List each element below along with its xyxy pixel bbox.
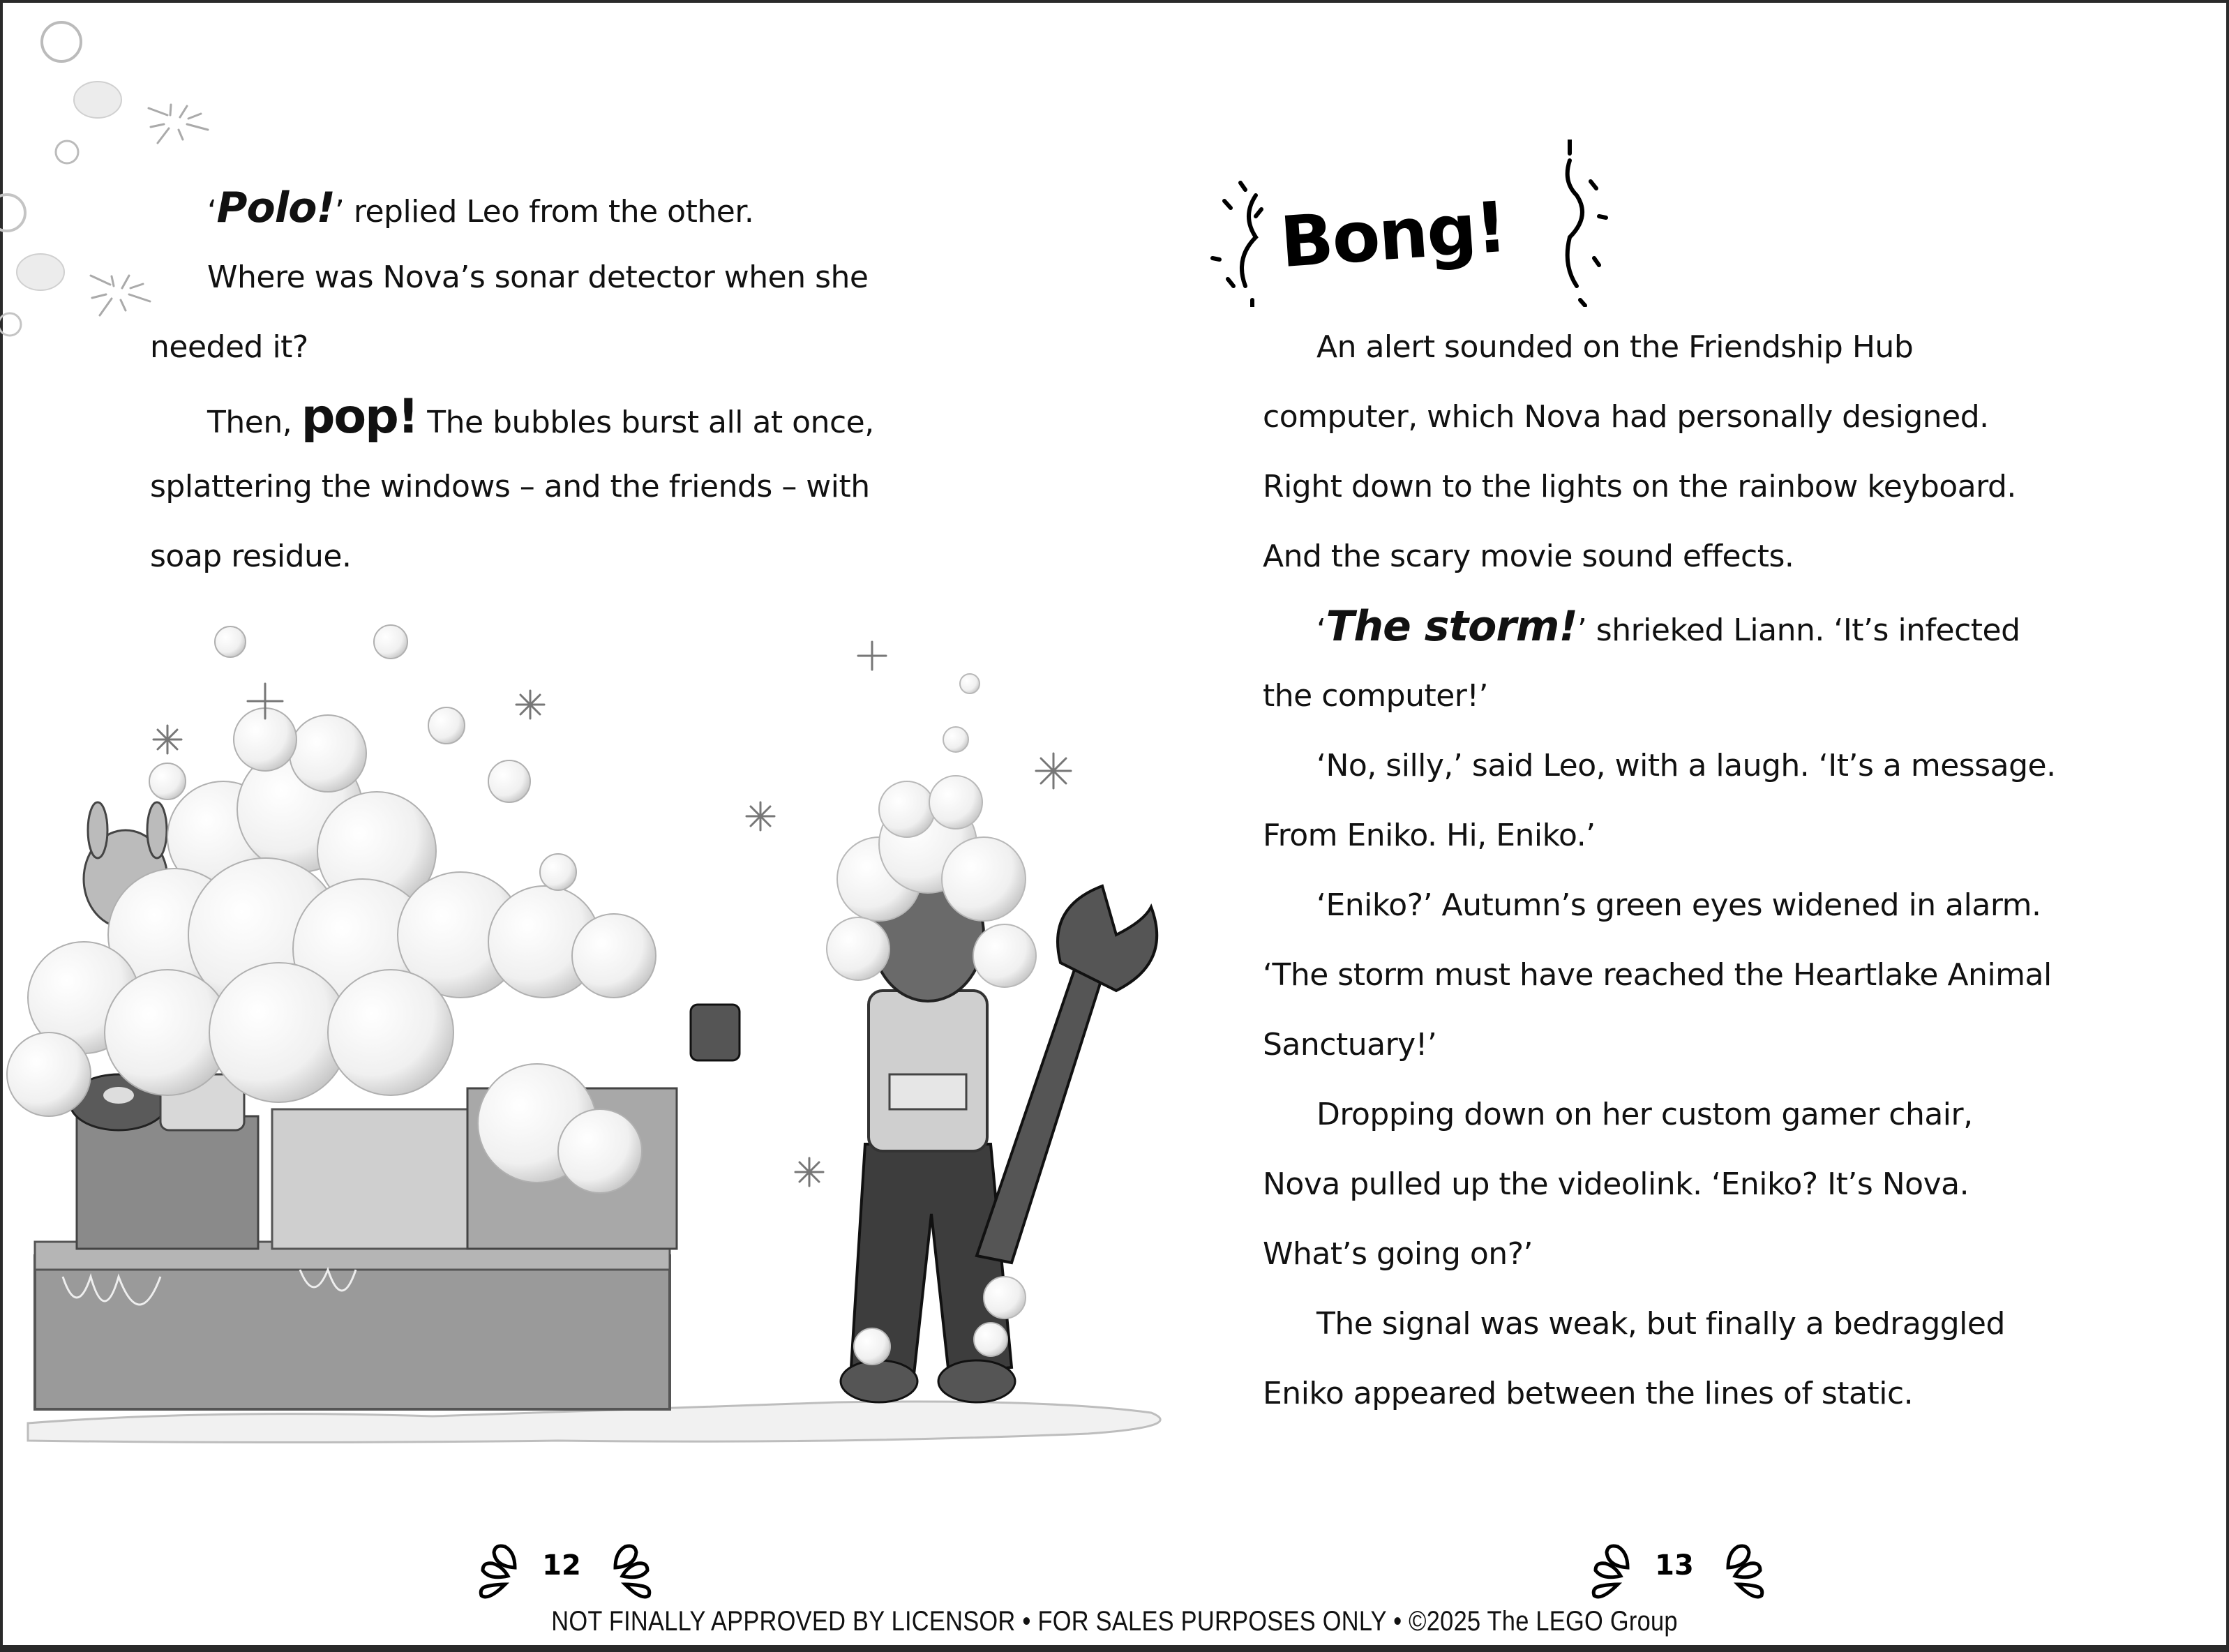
- text-line: Dropping down on her custom gamer chair,: [1316, 1097, 1973, 1132]
- text-line: An alert sounded on the Friendship Hub: [1316, 329, 1914, 365]
- text-line: The signal was weak, but finally a bedraggled: [1316, 1306, 2005, 1342]
- licensor-disclaimer: NOT FINALLY APPROVED BY LICENSOR • FOR SALES PURPOSES ONLY • ©2025 The LEGO Group: [551, 1606, 1678, 1637]
- quote-mark: ‘: [1316, 613, 1326, 648]
- quote-mark: ‘: [207, 194, 217, 230]
- illustration-foam-scene: [0, 544, 1228, 1479]
- sound-effect-bong: Bong!: [1277, 186, 1508, 284]
- page-number-13: 13: [1655, 1549, 1694, 1582]
- text-span: ’ replied Leo from the other.: [334, 194, 754, 230]
- text-line: Where was Nova’s sonar detector when she: [207, 260, 869, 295]
- text-line: Nova pulled up the videolink. ‘Eniko? It’s Nova.: [1263, 1166, 1969, 1202]
- page-number-left: [474, 1531, 642, 1608]
- emphasis-polo: Polo!: [216, 183, 335, 232]
- text-line: soap residue.: [150, 539, 352, 574]
- text-line: ‘No, silly,’ said Leo, with a laugh. ‘It’s a message.: [1316, 748, 2056, 783]
- text-line: Sanctuary!’: [1263, 1027, 1437, 1062]
- text-line: needed it?: [150, 329, 308, 365]
- text-line: ‘Eniko?’ Autumn’s green eyes widened in alarm.: [1316, 887, 2041, 923]
- sound-effect-pop: pop!: [301, 389, 418, 444]
- emphasis-the-storm: The storm!: [1326, 602, 1577, 651]
- text-line: ‘The storm must have reached the Heartlake Animal: [1263, 957, 2052, 993]
- page-number-right: [1587, 1531, 1755, 1608]
- water-drops-right-icon: [1713, 1531, 1769, 1608]
- water-drops-left-icon: [1587, 1531, 1643, 1608]
- text-span: The bubbles burst all at once,: [417, 405, 874, 440]
- right-page: [1114, 0, 2229, 1582]
- paragraph-polo: [207, 173, 753, 247]
- water-drops-right-icon: [600, 1531, 656, 1608]
- page-number-12: 12: [542, 1549, 581, 1582]
- text-line: Eniko appeared between the lines of static.: [1263, 1376, 1914, 1411]
- text-line: What’s going on?’: [1263, 1236, 1533, 1272]
- water-drops-left-icon: [474, 1531, 530, 1608]
- text-line: From Eniko. Hi, Eniko.’: [1263, 818, 1596, 853]
- text-line: Right down to the lights on the rainbow keyboard.: [1263, 469, 2016, 504]
- paragraph-the-storm: [1316, 592, 2020, 666]
- left-page: [0, 0, 1114, 1582]
- text-line: splattering the windows – and the friends – with: [150, 469, 870, 504]
- bubbles-decoration-icon: [0, 0, 237, 488]
- nova-figure: [691, 674, 1157, 1402]
- text-span: ’ shrieked Liann. ‘It’s infected: [1577, 613, 2020, 648]
- text-line: And the scary movie sound effects.: [1263, 539, 1794, 574]
- text-line: computer, which Nova had personally designed.: [1263, 399, 1989, 435]
- paragraph-pop: [207, 382, 874, 458]
- text-span: Then,: [207, 405, 301, 440]
- text-line: the computer!’: [1263, 678, 1489, 714]
